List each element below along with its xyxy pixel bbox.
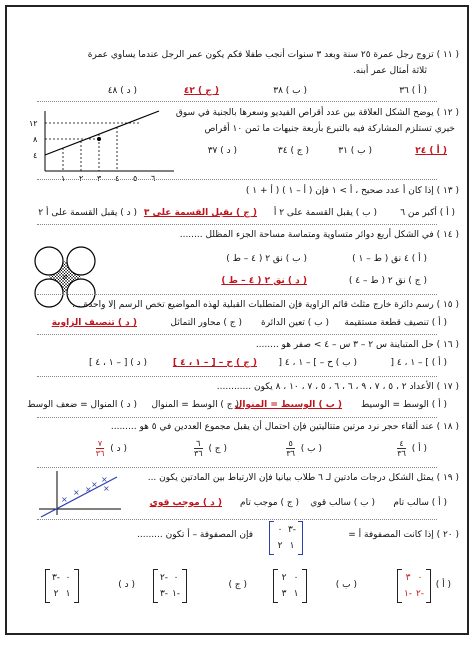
q13-opt-d[interactable]: ( د ) يقبل القسمة على أ ٢ — [38, 208, 137, 218]
q15-opt-c[interactable]: ( ج ) محاور التماثل — [170, 318, 242, 328]
q11-text: ( ١١ ) تزوج رجل عمرة ٢٥ سنة وبعد ٣ سنوات أنجب طفلا فكم يكون عمر الرجل عندما يساوي عمرة — [87, 50, 459, 60]
y-tick: ٨ — [33, 135, 38, 144]
q20-text2: فإن المصفوفة – أ تكون ......... — [137, 530, 254, 540]
worksheet-page — [5, 5, 469, 635]
q12-opt-d[interactable]: ( د ) ٣٧ — [207, 146, 237, 156]
q11-text2: ثلاثة أمثال عمر أبنه. — [352, 66, 427, 76]
q20-opt-c-label[interactable]: ( ج ) — [228, 580, 247, 590]
svg-text:×: × — [103, 484, 110, 493]
q20-opt-a-label[interactable]: ( أ ) — [435, 580, 451, 590]
divider — [37, 101, 437, 102]
q11-opt-d[interactable]: ( د ) ٤٨ — [107, 86, 137, 96]
divider — [37, 179, 437, 180]
q12-opt-c[interactable]: ( ج ) ٣٤ — [277, 146, 309, 156]
divider — [37, 376, 437, 377]
q17-opt-b[interactable]: ( ب ) الوسيط = المنوال — [234, 400, 342, 410]
q14-opt-d[interactable]: ( د ) نق ٢ ( ٤ – ط ) — [221, 276, 307, 286]
scatter-plot — [27, 469, 123, 519]
q12-text: ( ١٢ ) يوضح الشكل العلاقة بين عدد أقراص الفيديو وسعرها بالجنية في سوق — [175, 108, 459, 118]
q18-opt-a[interactable]: ( أ ) $\frac{٤}{٣٦}$ — [397, 439, 427, 458]
divider — [37, 519, 437, 520]
x-tick: ٢ — [79, 174, 84, 183]
q14-text: ( ١٤ ) في الشكل أربع دوائر متساوية ومتماسة مساحة الجزء المظلل ........ — [179, 230, 459, 240]
divider — [37, 294, 437, 295]
q19-opt-a[interactable]: ( أ ) سالب تام — [393, 498, 447, 508]
q19-opt-d[interactable]: ( د ) موجب قوي — [149, 498, 222, 508]
q11-opt-b[interactable]: ( ب ) ٣٨ — [273, 86, 307, 96]
q20-text: ( ٢٠ ) إذا كانت المصفوفة أ = — [348, 530, 459, 540]
q16-opt-c[interactable]: ( ج ) ح – [ – ١ ، ٤ ] — [172, 358, 257, 368]
q11-opt-a[interactable]: ( أ ) ٣٦ — [399, 86, 427, 96]
x-tick: ١ — [61, 174, 66, 183]
q17-opt-c[interactable]: ( ج ) الوسط = المنوال — [151, 400, 239, 410]
matrix-a: ٠ ٣- ٢ ١ — [269, 521, 303, 555]
q12-text2: خيري تستلزم المشاركة فيه بالتبرع بأربعة جنيهات ما ثمن ١٠ أقراص — [204, 124, 455, 134]
q20-opt-c-matrix[interactable]: ٢- ٠ ٣- ١- — [153, 569, 187, 603]
q14-opt-a[interactable]: ( أ ) ٤ نق ( ط – ١ ) — [352, 254, 427, 264]
q17-opt-d[interactable]: ( د ) المنوال = ضعف الوسط — [27, 400, 137, 410]
x-tick: ٤ — [115, 174, 120, 183]
svg-text:×: × — [61, 495, 68, 504]
svg-text:×: × — [91, 480, 98, 489]
q11-opt-c[interactable]: ( ج ) ٤٢ — [183, 86, 219, 96]
q19-text: ( ١٩ ) يمثل الشكل درجات مادتين لـ ٦ طلاب بيانيا فإن الارتباط بين المادتين يكون ... — [147, 473, 459, 483]
divider — [37, 224, 437, 225]
q14-opt-b[interactable]: ( ب ) نق ٢ ( ٤ – ط ) — [226, 254, 307, 264]
fraction: $\frac{٦}{٣٦}$ — [193, 439, 203, 458]
q13-opt-a[interactable]: ( أ ) أكبر من ٦ — [400, 208, 455, 218]
y-tick: ١٢ — [29, 119, 38, 128]
q20-opt-d-label[interactable]: ( د ) — [118, 580, 135, 590]
q14-opt-c[interactable]: ( ج ) نق ٢ ( ط – ٤ ) — [348, 276, 427, 286]
q16-opt-d[interactable]: ( د ) [ – ١ ، ٤ ] — [88, 358, 147, 368]
q15-opt-a[interactable]: ( أ ) تنصيف قطعة مستقيمة — [344, 318, 447, 328]
svg-text:×: × — [101, 475, 108, 484]
q20-opt-a-matrix[interactable]: ٣ ٠ ١- ٢- — [397, 569, 431, 603]
fraction: $\frac{٥}{٣٦}$ — [286, 439, 295, 458]
q16-text: ( ١٦ ) حل المتباينة س ٢ – ٣ س – ٤ > صفر هو ........ — [255, 340, 459, 350]
divider — [37, 334, 437, 335]
y-tick: ٤ — [33, 151, 38, 160]
q15-opt-b[interactable]: ( ب ) تعين الدائرة — [260, 318, 329, 328]
divider — [37, 467, 437, 468]
q17-opt-a[interactable]: ( أ ) الوسط = الوسيط — [360, 400, 447, 410]
q17-text: ( ١٧ ) الأعداد ٢ ، ٥ ، ٧ ، ٩ ، ٦ ، ٦ ، ٥ ، ٧ ، ١٠ ، ٨ يكون ............ — [216, 382, 459, 392]
fraction: $\frac{٧}{٣٦}$ — [95, 439, 105, 458]
q13-opt-c[interactable]: ( ج ) يقبل القسمة على ٣ — [143, 208, 257, 218]
q19-opt-b[interactable]: ( ب ) سالب قوي — [310, 498, 375, 508]
x-tick: ٣ — [97, 174, 102, 183]
q20-opt-b-label[interactable]: ( ب ) — [335, 580, 357, 590]
q12-graph — [19, 105, 179, 183]
x-tick: ٦ — [151, 174, 156, 183]
q20-opt-d-matrix[interactable]: ٣- ٠ ٢ ١ — [45, 569, 79, 603]
q13-text: ( ١٣ ) إذا كان أ عدد صحيح ، أ > ١ فإن ( أ – ١ ) ( أ + ١ ) — [245, 186, 459, 196]
svg-text:×: × — [73, 488, 80, 497]
q13-opt-b[interactable]: ( ب ) يقبل القسمة على ٢ أ — [273, 208, 377, 218]
q19-opt-c[interactable]: ( ج ) موجب تام — [240, 498, 299, 508]
svg-text:×: × — [85, 485, 92, 494]
q18-opt-d[interactable]: ( د ) $\frac{٧}{٣٦}$ — [95, 439, 127, 458]
q15-text: ( ١٥ ) رسم دائرة خارج مثلث قائم الزاوية فإن المتطلبات القبلية لهذه المواضيع تخص الرسم إلا واحدة ... — [72, 300, 459, 310]
divider — [37, 417, 437, 418]
fraction: $\frac{٤}{٣٦}$ — [397, 439, 406, 458]
q18-text: ( ١٨ ) عند ألقاء حجر نرد مرتين متتاليتين فإن احتمال أن يقبل مجموع العددين في ٥ هو ......... — [110, 422, 459, 432]
q18-opt-b[interactable]: ( ب ) $\frac{٥}{٣٦}$ — [286, 439, 322, 458]
q16-opt-b[interactable]: ( ب ) ح – ] – ١ ، ٤ [ — [278, 358, 357, 368]
q16-opt-a[interactable]: ( أ ) ] – ١ ، ٤ [ — [390, 358, 447, 368]
x-tick: ٥ — [133, 174, 138, 183]
q12-opt-b[interactable]: ( ب ) ٣١ — [338, 146, 372, 156]
q15-opt-d[interactable]: ( د ) تنصيف الزاوية — [51, 318, 137, 328]
q18-opt-c[interactable]: ( ج ) $\frac{٦}{٣٦}$ — [193, 439, 227, 458]
q20-opt-b-matrix[interactable]: ٢ ٠ ٣ ١ — [273, 569, 307, 603]
q12-opt-a[interactable]: ( أ ) ٢٤ — [415, 146, 447, 156]
